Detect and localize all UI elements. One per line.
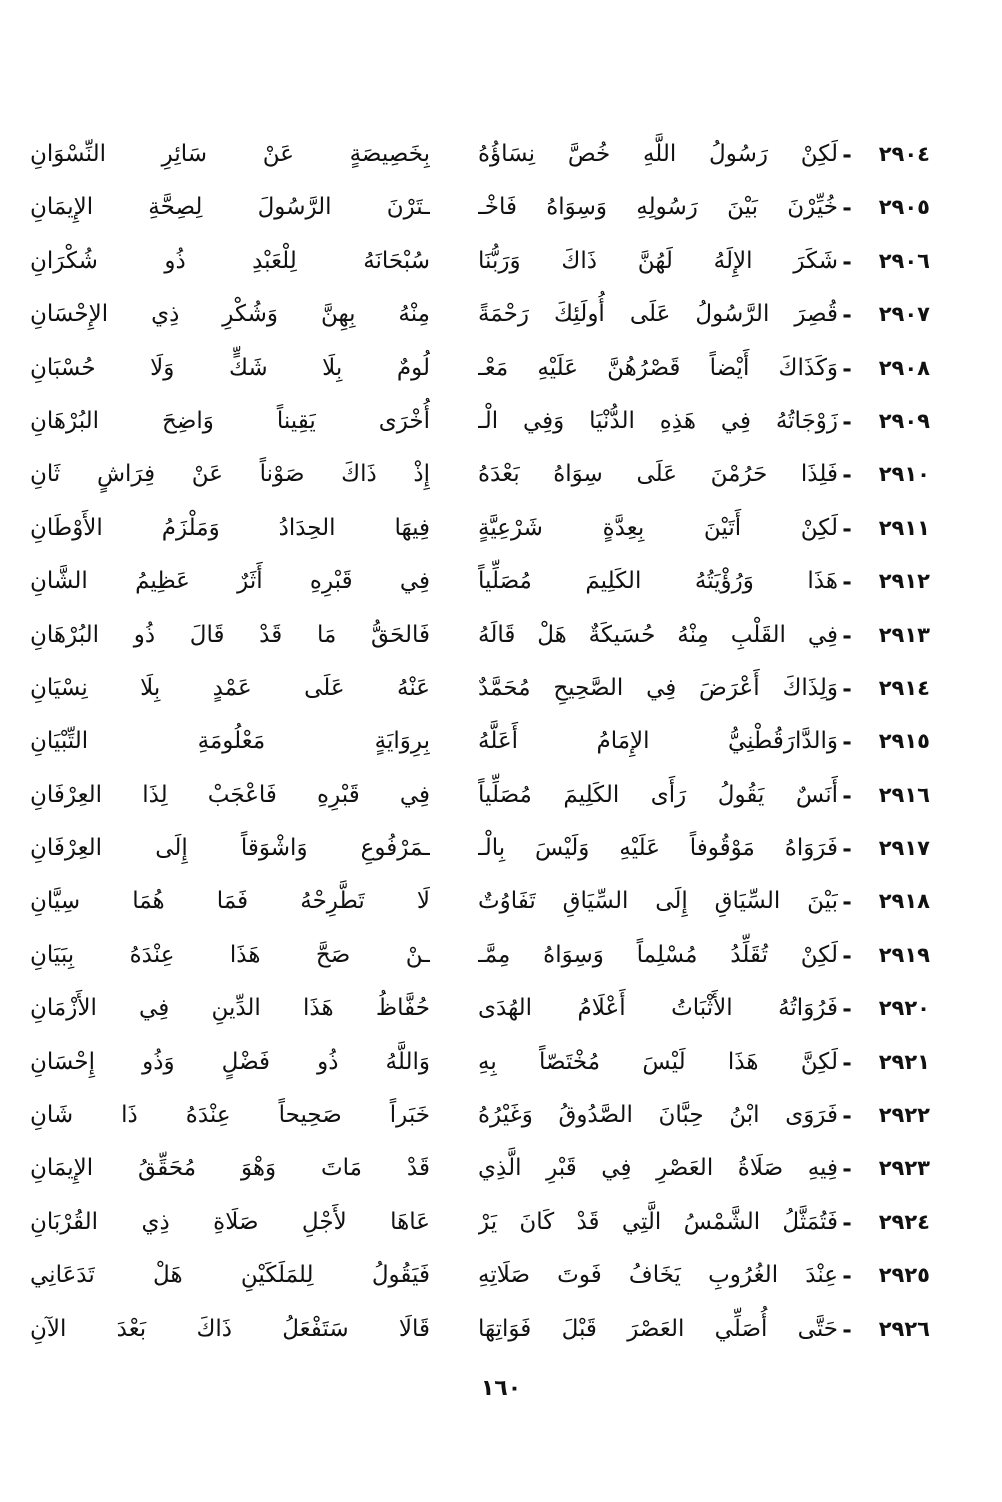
first-hemistich: لَكِنَّ هَذَا لَيْسَ مُخْتَصّاً بِهِ (478, 1048, 838, 1075)
verse-number: ٢٩٢٤ (878, 1209, 930, 1234)
verse-number: ٢٩٢٦ (878, 1316, 930, 1341)
verse-dash: - (842, 568, 852, 596)
second-hemistich: بِرِوَايَةٍ مَعْلُومَةِ التِّبْيَانِ (30, 728, 430, 755)
second-hemistich: فِي قَبْرِهِ أَثَرٌ عَظِيمُ الشَّانِ (30, 568, 430, 595)
verse-line (30, 181, 930, 234)
verse-line (30, 342, 930, 395)
verse-dash: - (842, 781, 852, 809)
second-hemistich: عَنْهُ عَلَى عَمْدٍ بِلَا نِسْيَانِ (30, 674, 430, 701)
verse-number: ٢٩٢٢ (878, 1103, 930, 1128)
verse-line (30, 609, 930, 662)
first-hemistich: زَوْجَاتُهُ فِي هَذِهِ الدُّنْيَا وَفِي الْـ (478, 407, 838, 434)
second-hemistich: عَاهَا لأَجْلِ صَلَاةِ ذِي القُرْبَانِ (30, 1208, 430, 1235)
verse-line (30, 448, 930, 501)
second-hemistich: خَبَراً صَحِيحاً عِنْدَهُ ذَا شَانِ (30, 1102, 430, 1129)
verse-number: ٢٩٠٤ (878, 142, 930, 166)
verse-line (30, 128, 930, 181)
verse-dash: - (842, 354, 852, 382)
verse-number: ٢٩٠٨ (878, 355, 930, 380)
verse-dash: - (842, 247, 852, 275)
verse-number: ٢٩١٥ (878, 729, 930, 754)
first-hemistich: بَيْنَ السِّيَاقِ إِلَى السِّيَاقِ تَفَاوُتٌ (478, 888, 838, 915)
first-hemistich: أَنَسٌ يَقُولُ رَأَى الكَلِيمَ مُصَلِّياً (478, 781, 838, 808)
verse-number: ٢٩١٩ (878, 942, 930, 967)
first-hemistich: عِنْدَ الغُرُوبِ يَخَافُ فَوتَ صَلَاتِهِ (478, 1262, 838, 1289)
verse-number: ٢٩١٤ (878, 675, 930, 700)
verse-dash: - (842, 301, 852, 329)
verse-number: ٢٩٢٠ (878, 996, 930, 1021)
verse-dash: - (842, 995, 852, 1023)
second-hemistich: فَالحَقُّ مَا قَدْ قَالَ ذُو البُرْهَانِ (30, 621, 430, 648)
verse-line (30, 235, 930, 288)
verse-line (30, 662, 930, 715)
first-hemistich: حَتَّى أُصَلِّي العَصْرَ قَبْلَ فَوَاتِهَا (478, 1315, 838, 1342)
verse-dash: - (842, 1048, 852, 1076)
verse-dash: - (842, 1102, 852, 1130)
second-hemistich: قَدْ مَاتَ وَهْوَ مُحَقِّقُ الإِيمَانِ (30, 1155, 430, 1182)
verse-number: ٢٩٠٦ (878, 248, 930, 273)
verse-number: ٢٩١٨ (878, 889, 930, 914)
first-hemistich: فِيهِ صَلَاةُ العَصْرِ فِي قَبْرِ الَّذِي (478, 1155, 838, 1182)
verse-number: ٢٩١٢ (878, 569, 930, 594)
verse-dash: - (842, 888, 852, 916)
page-number: ١٦٠ (480, 1376, 522, 1401)
verse-line (30, 1303, 930, 1356)
second-hemistich: مِنْهُ بِهِنَّ وَشُكْرِ ذِي الإِحْسَانِ (30, 301, 430, 328)
second-hemistich: فَيَقُولُ لِلمَلَكَيْنِ هَلْ تَدَعَانِي (30, 1262, 430, 1289)
verse-number: ٢٩١٠ (878, 462, 930, 487)
first-hemistich: فَرَوَى ابْنُ حِبَّانَ الصَّدُوقُ وَغَيْرُهُ (478, 1102, 838, 1129)
verse-dash: - (842, 141, 852, 168)
verse-dash: - (842, 674, 852, 702)
verse-dash: - (842, 1155, 852, 1183)
first-hemistich: وَكَذَاكَ أَيْضاً قَصْرُهُنَّ عَلَيْهِ مَعْـ (478, 354, 838, 381)
second-hemistich: ـمَرْفُوعِ وَاشْوَقاً إِلَى العِرْفَانِ (30, 835, 430, 862)
verse-line (30, 1196, 930, 1249)
first-hemistich: فَرَوَاهُ مَوْقُوفاً عَلَيْهِ وَلَيْسَ بِالْـ (478, 835, 838, 862)
verse-dash: - (842, 1315, 852, 1343)
second-hemistich: فِي قَبْرِهِ فَاعْجَبْ لِذَا العِرْفَانِ (30, 781, 430, 808)
second-hemistich: لَا تَطَّرِحْهُ فَمَا هُمَا سِيَّانِ (30, 888, 430, 915)
verse-line (30, 929, 930, 982)
second-hemistich: وَاللَّهُ ذُو فَضْلٍ وَذُو إِحْسَانِ (30, 1048, 430, 1075)
first-hemistich: هَذَا وَرُؤْيَتُهُ الكَلِيمَ مُصَلِّياً (478, 568, 838, 595)
second-hemistich: فِيهَا الحِدَادُ وَمَلْزَمُ الأَوْطَانِ (30, 514, 430, 541)
first-hemistich: فِي القَلْبِ مِنْهُ حُسَيكَةٌ هَلْ قَالَهُ (478, 621, 838, 648)
second-hemistich: حُفَّاظُ هَذَا الدِّينِ فِي الأَزْمَانِ (30, 995, 430, 1022)
verse-number: ٢٩١٧ (878, 836, 930, 861)
verse-line (30, 555, 930, 608)
verse-line (30, 288, 930, 341)
first-hemistich: وَلِذَاكَ أَعْرَضَ فِي الصَّحِيحِ مُحَمَّدٌ (478, 674, 838, 701)
verse-line (30, 715, 930, 768)
verse-line (30, 502, 930, 555)
verse-number: ٢٩١٣ (878, 622, 930, 647)
verse-dash: - (842, 1262, 852, 1290)
first-hemistich: لَكِنْ رَسُولُ اللَّهِ خُصَّ نِسَاؤُهُ (478, 141, 838, 167)
verse-line (30, 395, 930, 448)
verse-line (30, 1036, 930, 1089)
second-hemistich: لُومٌ بِلَا شَكٍّ وَلَا حُسْبَانِ (30, 354, 430, 381)
verse-dash: - (842, 407, 852, 435)
verse-dash: - (842, 728, 852, 756)
verse-number: ٢٩٢٥ (878, 1263, 930, 1288)
second-hemistich: ـتَرْنَ الرَّسُولَ لِصِحَّةِ الإِيمَانِ (30, 194, 430, 221)
second-hemistich: سُبْحَانَهُ لِلْعَبْدِ ذُو شُكْرَانِ (30, 247, 430, 274)
verse-number: ٢٩٠٩ (878, 408, 930, 433)
verse-line (30, 1249, 930, 1302)
second-hemistich: قَالَا سَتَفْعَلُ ذَاكَ بَعْدَ الآنِ (30, 1315, 430, 1342)
verse-number: ٢٩١٦ (878, 782, 930, 807)
verse-dash: - (842, 621, 852, 649)
verse-dash: - (842, 514, 852, 542)
first-hemistich: خُيِّرْنَ بَيْنَ رَسُولِهِ وَسِوَاهُ فَاخْـ (478, 194, 838, 221)
verse-number: ٢٩٠٥ (878, 195, 930, 220)
verse-dash: - (842, 461, 852, 489)
verse-number: ٢٩٢١ (878, 1049, 930, 1074)
first-hemistich: شَكَرَ الإِلَهُ لَهُنَّ ذَاكَ وَرَبُّنَا (478, 247, 838, 274)
first-hemistich: فَلِذَا حَرُمْنَ عَلَى سِوَاهُ بَعْدَهُ (478, 461, 838, 488)
verse-line (30, 1089, 930, 1142)
verse-number: ٢٩١١ (878, 515, 930, 540)
first-hemistich: قُصِرَ الرَّسُولُ عَلَى أُولَئِكَ رَحْمَةً (478, 301, 838, 328)
first-hemistich: فَرُوَاتُهُ الأَثْبَاتُ أَعْلَامُ الهُدَى (478, 995, 838, 1022)
verse-dash: - (842, 941, 852, 969)
verse-number: ٢٩٢٣ (878, 1156, 930, 1181)
second-hemistich: إِذْ ذَاكَ صَوْناً عَنْ فِرَاشٍ ثَانِ (30, 461, 430, 488)
verse-list (30, 128, 930, 1356)
second-hemistich: ـنْ صَحَّ هَذَا عِنْدَهُ بِبَيَانِ (30, 941, 430, 968)
second-hemistich: بِخَصِيصَةٍ عَنْ سَائِرِ النِّسْوَانِ (30, 141, 430, 167)
verse-line (30, 769, 930, 822)
first-hemistich: فَتُمَثَّلُ الشَّمْسُ الَّتِي قَدْ كَانَ يَرْ (478, 1208, 838, 1235)
verse-line (30, 1142, 930, 1195)
verse-line (30, 822, 930, 875)
first-hemistich: لَكِنْ أَتَيْنَ بِعِدَّةٍ شَرْعِيَّةٍ (478, 514, 838, 541)
verse-dash: - (842, 194, 852, 222)
verse-line (30, 982, 930, 1035)
first-hemistich: لَكِنْ تُقَلِّدُ مُسْلِماً وَسِوَاهُ مِمَّـ (478, 941, 838, 968)
first-hemistich: وَالدَّارَقُطْنِيُّ الإِمَامُ أَعَلَّهُ (478, 728, 838, 755)
verse-dash: - (842, 835, 852, 863)
verse-line (30, 875, 930, 928)
verse-dash: - (842, 1208, 852, 1236)
second-hemistich: أُخْرَى يَقِيناً وَاضِحَ البُرْهَانِ (30, 407, 430, 434)
verse-number: ٢٩٠٧ (878, 302, 930, 327)
